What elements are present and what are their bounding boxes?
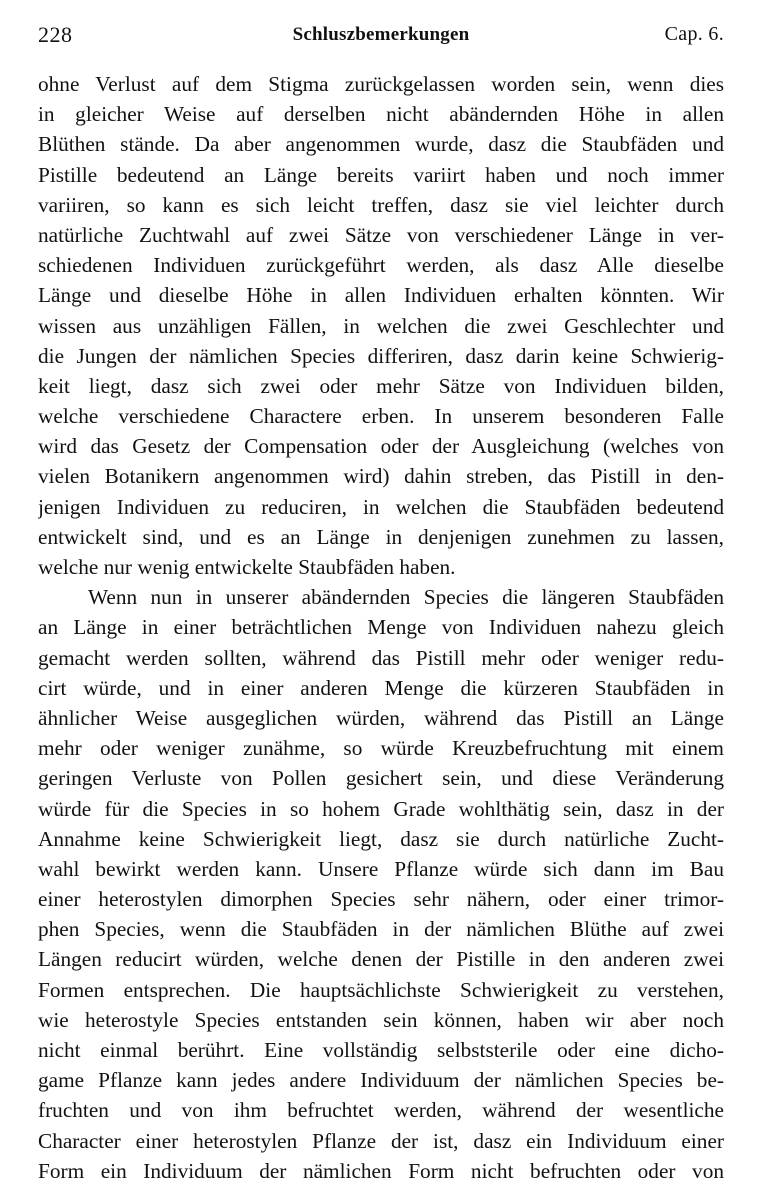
text-line: ähnlicher Weise ausgeglichen würden, während das Pistill an Länge xyxy=(38,705,724,730)
text-line: Character einer heterostylen Pflanze der ist, dasz ein Individuum einer xyxy=(38,1128,724,1153)
text-line: keit liegt, dasz sich zwei oder mehr Sätze von Individuen bilden, xyxy=(38,373,724,398)
text-line: welche verschiedene Charactere erben. In unserem besonderen Falle xyxy=(38,404,724,429)
text-line: ohne Verlust auf dem Stigma zurückgelassen worden sein, wenn dies xyxy=(38,72,724,96)
text-line: variiren, so kann es sich leicht treffen, dasz sie viel leichter durch xyxy=(38,192,724,217)
text-line: wahl bewirkt werden kann. Unsere Pflanze würde sich dann im Bau xyxy=(38,856,724,881)
text-line: wird das Gesetz der Compensation oder der Ausgleichung (welches von xyxy=(38,434,724,459)
text-line: natürliche Zuchtwahl auf zwei Sätze von verschiedener Länge in ver- xyxy=(38,222,724,247)
text-line: einer heterostylen dimorphen Species sehr nähern, oder einer trimor- xyxy=(38,887,724,912)
page-number: 228 xyxy=(38,22,73,47)
paragraph-1 xyxy=(38,69,724,582)
text-line: nicht einmal berührt. Eine vollständig selbststerile oder eine dicho- xyxy=(38,1038,724,1062)
chapter-label: Cap. 6. xyxy=(664,23,724,45)
text-line: welche nur wenig entwickelte Staubfäden haben. xyxy=(38,555,456,579)
text-line: vielen Botanikern angenommen wird) dahin streben, das Pistill in den- xyxy=(38,464,724,489)
text-line: fruchten und von ihm befruchtet werden, während der wesentliche xyxy=(38,1098,724,1123)
text-line: würde für die Species in so hohem Grade wohlthätig sein, dasz in der xyxy=(38,796,724,821)
text-line: die Jungen der nämlichen Species differiren, dasz darin keine Schwierig- xyxy=(38,343,724,368)
text-line: Länge und dieselbe Höhe in allen Individuen erhalten könnten. Wir xyxy=(38,283,724,308)
text-line: schiedenen Individuen zurückgeführt werden, als dasz Alle dieselbe xyxy=(38,253,724,278)
text-line: Annahme keine Schwierigkeit liegt, dasz sie durch natürliche Zucht- xyxy=(38,826,724,851)
text-line: gemacht werden sollten, während das Pistill mehr oder weniger redu- xyxy=(38,645,724,670)
text-line: Blüthen stände. Da aber angenommen wurde, dasz die Staubfäden und xyxy=(38,132,724,157)
text-line: geringen Verluste von Pollen gesichert sein, und diese Veränderung xyxy=(38,766,724,791)
text-line: jenigen Individuen zu reduciren, in welchen die Staubfäden bedeutend xyxy=(38,494,724,519)
text-line: Pistille bedeutend an Länge bereits variirt haben und noch immer xyxy=(38,162,724,187)
running-head xyxy=(38,22,724,56)
text-line: Form ein Individuum der nämlichen Form nicht befruchten oder von xyxy=(38,1158,724,1183)
text-line: mehr oder weniger zunähme, so würde Kreuzbefruchtung mit einem xyxy=(38,736,724,761)
text-line: an Länge in einer beträchtlichen Menge von Individuen nahezu gleich xyxy=(38,615,724,640)
text-line: Wenn nun in unserer abändernden Species die längeren Staubfäden xyxy=(88,585,724,610)
text-line: wissen aus unzähligen Fällen, in welchen die zwei Geschlechter und xyxy=(38,313,724,338)
text-line: wie heterostyle Species entstanden sein können, haben wir aber noch xyxy=(38,1007,724,1032)
text-line: phen Species, wenn die Staubfäden in der nämlichen Blüthe auf zwei xyxy=(38,917,724,942)
text-line: entwickelt sind, und es an Länge in denjenigen zunehmen zu lassen, xyxy=(38,524,724,549)
text-line: in gleicher Weise auf derselben nicht abändernden Höhe in allen xyxy=(38,102,724,127)
text-line: Formen entsprechen. Die hauptsächlichste Schwierigkeit zu verstehen, xyxy=(38,977,724,1002)
text-line: Längen reducirt würden, welche denen der Pistille in den anderen zwei xyxy=(38,947,724,972)
section-title: Schluszbemerkungen xyxy=(292,24,470,45)
body-text xyxy=(38,69,724,1186)
text-line: cirt würde, und in einer anderen Menge die kürzeren Staubfäden in xyxy=(38,675,724,700)
text-line: game Pflanze kann jedes andere Individuum der nämlichen Species be- xyxy=(38,1068,724,1093)
paragraph-2 xyxy=(38,582,724,1186)
